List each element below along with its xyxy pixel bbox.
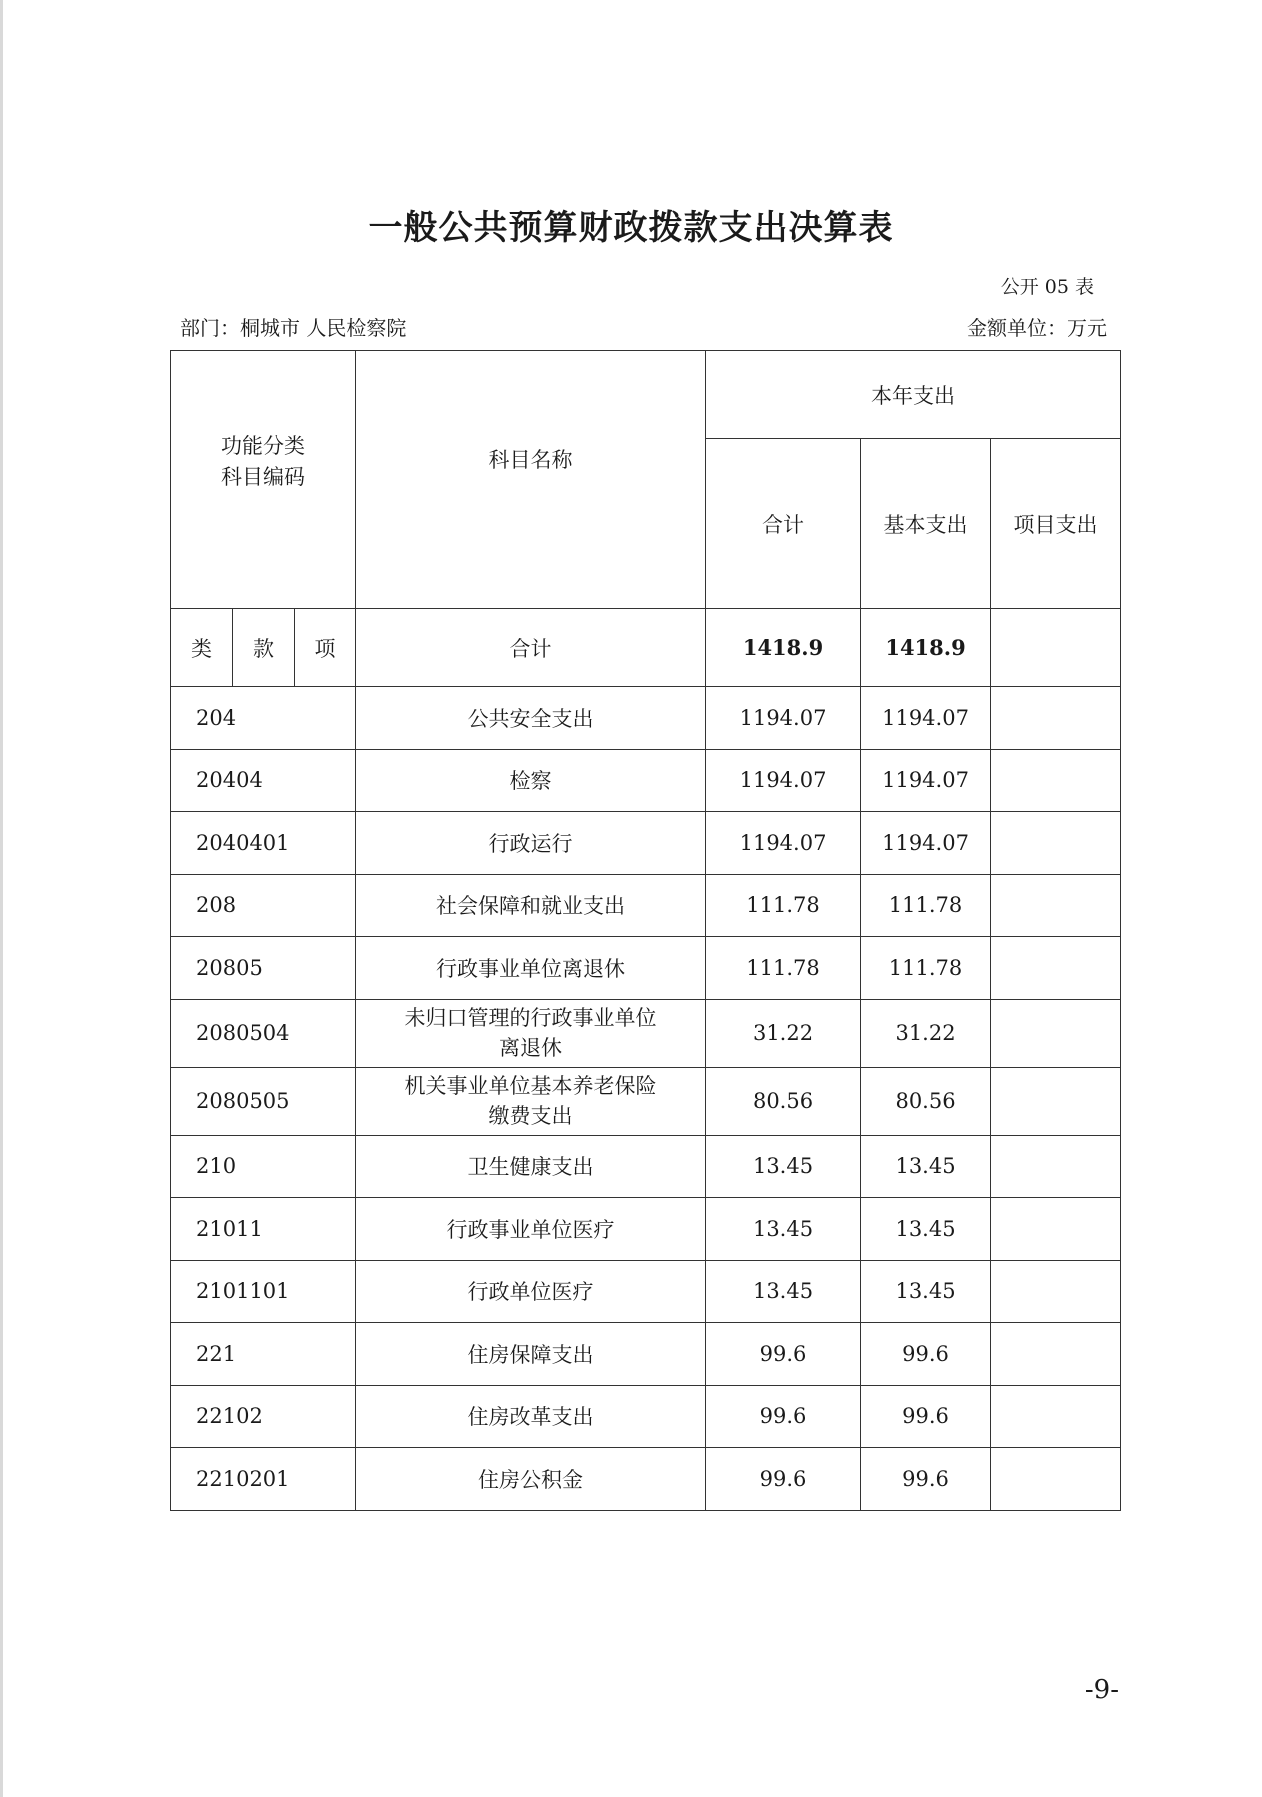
total-row-project <box>991 609 1121 687</box>
row-name: 未归口管理的行政事业单位 离退休 <box>356 999 706 1067</box>
row-basic: 1194.07 <box>861 812 991 875</box>
row-project <box>991 937 1121 1000</box>
row-basic: 111.78 <box>861 937 991 1000</box>
row-project <box>991 1323 1121 1386</box>
row-total: 111.78 <box>706 874 861 937</box>
table-row <box>171 749 1121 812</box>
row-basic: 99.6 <box>861 1323 991 1386</box>
amount-unit-label: 金额单位：万元 <box>967 316 1107 340</box>
lei-header: 类 <box>171 609 233 687</box>
row-total: 99.6 <box>706 1323 861 1386</box>
row-code: 2101101 <box>171 1260 356 1323</box>
table-row <box>171 1385 1121 1448</box>
row-basic: 1194.07 <box>861 687 991 750</box>
table-row <box>171 874 1121 937</box>
table-row <box>171 1135 1121 1198</box>
row-total: 111.78 <box>706 937 861 1000</box>
current-year-expense-header: 本年支出 <box>706 351 1121 439</box>
row-project <box>991 749 1121 812</box>
row-total: 1194.07 <box>706 687 861 750</box>
row-name: 住房公积金 <box>356 1448 706 1511</box>
row-basic: 111.78 <box>861 874 991 937</box>
row-name: 社会保障和就业支出 <box>356 874 706 937</box>
row-basic: 13.45 <box>861 1135 991 1198</box>
row-name: 住房改革支出 <box>356 1385 706 1448</box>
total-row-total: 1418.9 <box>706 609 861 687</box>
row-total: 13.45 <box>706 1135 861 1198</box>
row-name: 行政事业单位离退休 <box>356 937 706 1000</box>
row-basic: 13.45 <box>861 1260 991 1323</box>
total-row-basic: 1418.9 <box>861 609 991 687</box>
row-code: 20805 <box>171 937 356 1000</box>
table-row <box>171 1323 1121 1386</box>
row-project <box>991 1448 1121 1511</box>
row-basic: 99.6 <box>861 1385 991 1448</box>
code-column-header: 功能分类 科目编码 <box>171 351 356 609</box>
row-project <box>991 874 1121 937</box>
row-code: 210 <box>171 1135 356 1198</box>
table-row <box>171 937 1121 1000</box>
row-code: 22102 <box>171 1385 356 1448</box>
row-total: 1194.07 <box>706 749 861 812</box>
total-row-label: 合计 <box>356 609 706 687</box>
name-column-header: 科目名称 <box>356 351 706 609</box>
row-code: 2210201 <box>171 1448 356 1511</box>
form-number: 公开 05 表 <box>1000 276 1094 298</box>
page-title: 一般公共预算财政拨款支出决算表 <box>368 208 894 248</box>
row-project <box>991 1260 1121 1323</box>
row-basic: 31.22 <box>861 999 991 1067</box>
row-name: 住房保障支出 <box>356 1323 706 1386</box>
row-name: 卫生健康支出 <box>356 1135 706 1198</box>
row-total: 99.6 <box>706 1385 861 1448</box>
row-code: 2040401 <box>171 812 356 875</box>
row-project <box>991 687 1121 750</box>
kuan-header: 款 <box>233 609 295 687</box>
row-total: 13.45 <box>706 1198 861 1261</box>
row-basic: 99.6 <box>861 1448 991 1511</box>
row-project <box>991 1198 1121 1261</box>
row-code: 2080505 <box>171 1067 356 1135</box>
row-code: 20404 <box>171 749 356 812</box>
row-total: 31.22 <box>706 999 861 1067</box>
project-column-header: 项目支出 <box>991 439 1121 609</box>
row-name: 行政单位医疗 <box>356 1260 706 1323</box>
row-code: 208 <box>171 874 356 937</box>
row-code: 21011 <box>171 1198 356 1261</box>
page-edge <box>0 0 3 1797</box>
row-name: 公共安全支出 <box>356 687 706 750</box>
row-name: 机关事业单位基本养老保险 缴费支出 <box>356 1067 706 1135</box>
row-code: 204 <box>171 687 356 750</box>
page-number: -9- <box>1084 1675 1119 1705</box>
row-basic: 1194.07 <box>861 749 991 812</box>
table-row <box>171 812 1121 875</box>
table-row <box>171 687 1121 750</box>
row-basic: 80.56 <box>861 1067 991 1135</box>
row-project <box>991 999 1121 1067</box>
row-code: 2080504 <box>171 999 356 1067</box>
row-code: 221 <box>171 1323 356 1386</box>
table-row <box>171 1260 1121 1323</box>
row-total: 1194.07 <box>706 812 861 875</box>
row-name: 行政运行 <box>356 812 706 875</box>
row-project <box>991 1067 1121 1135</box>
row-total: 80.56 <box>706 1067 861 1135</box>
row-basic: 13.45 <box>861 1198 991 1261</box>
row-project <box>991 1135 1121 1198</box>
row-total: 13.45 <box>706 1260 861 1323</box>
xiang-header: 项 <box>295 609 356 687</box>
row-name: 检察 <box>356 749 706 812</box>
total-column-header: 合计 <box>706 439 861 609</box>
table-row <box>171 1448 1121 1511</box>
department-label: 部门：桐城市 人民检察院 <box>180 316 407 340</box>
row-project <box>991 812 1121 875</box>
row-project <box>991 1385 1121 1448</box>
table-row <box>171 1067 1121 1135</box>
basic-column-header: 基本支出 <box>861 439 991 609</box>
row-total: 99.6 <box>706 1448 861 1511</box>
budget-table <box>170 350 1121 1511</box>
row-name: 行政事业单位医疗 <box>356 1198 706 1261</box>
table-row <box>171 1198 1121 1261</box>
table-row <box>171 999 1121 1067</box>
